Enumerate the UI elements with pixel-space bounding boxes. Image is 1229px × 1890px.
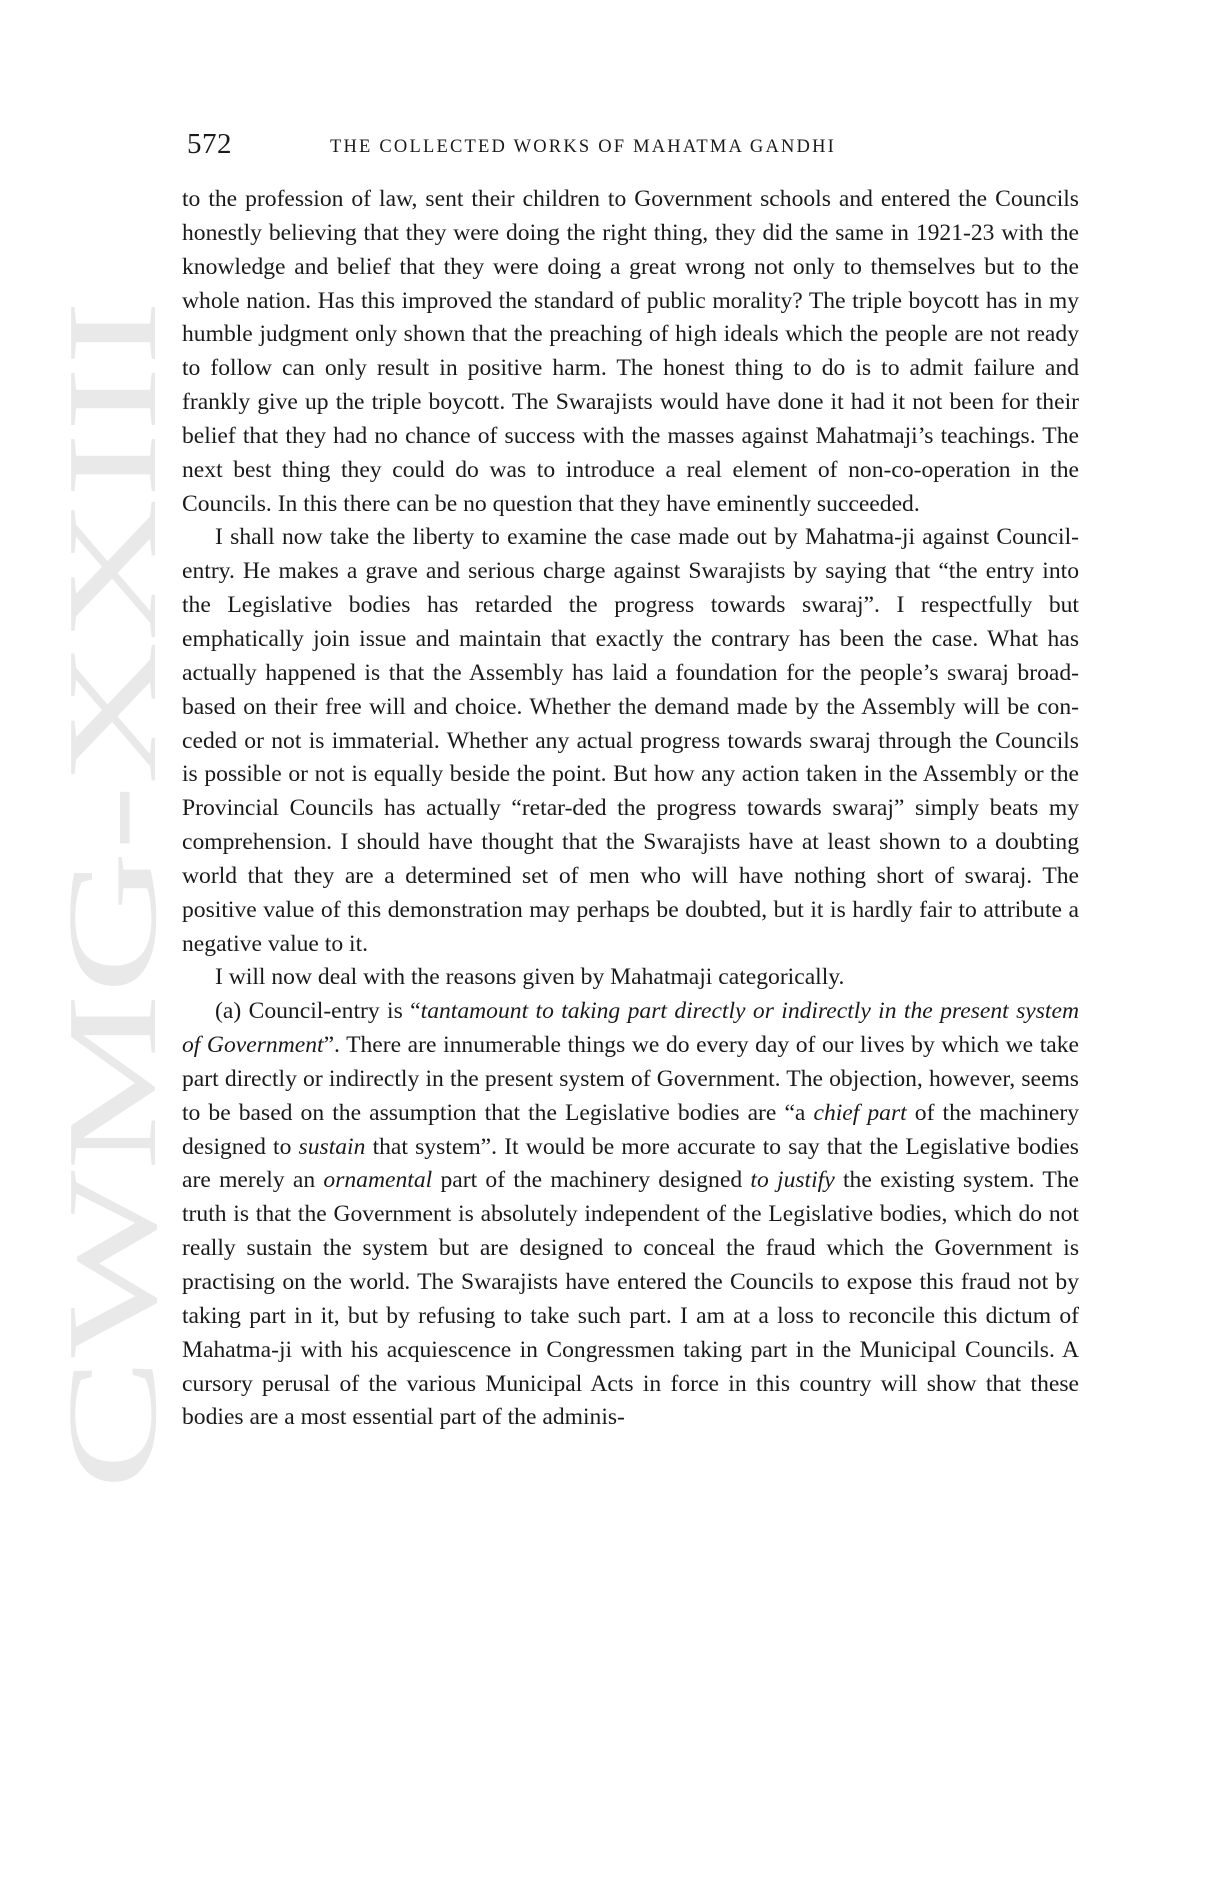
paragraph-4-italic-1: tantamount to taking part directly or indirectly in the present system of Government <box>182 998 1080 1059</box>
paragraph-4-text-6: the existing system. The truth is that the Government is absolutely independent of the Legislative bodies, which do not really sustain the system but are designed to conceal the fraud which the Government is practising on the world. The Swarajists have entered the Councils to expose this fraud not by taking part in it, but by refusing to take such part. I am at a loss to reconcile this dictum of Mahatma-ji with his acquiescence in Congressmen taking part in the Municipal Councils. A cursory perusal of the various Municipal Acts in force in this country will show that these bodies are a most essential part of the adminis- <box>182 1167 1080 1431</box>
paragraph-4-italic-2: chief part <box>813 1099 907 1126</box>
paragraph-4-text-4: that system”. It would be more accurate to say that the Legislative bodies are merely an <box>182 1133 1079 1194</box>
paragraph-4 <box>182 995 1079 1435</box>
paragraph-4-text-5: part of the machinery designed <box>432 1167 751 1194</box>
running-head: THE COLLECTED WORKS OF MAHATMA GANDHI <box>330 137 837 157</box>
paragraph-4-text-3: of the machinery designed to <box>182 1099 1079 1160</box>
paragraph-4-text-2: ”. There are innumerable things we do every day of our lives by which we take part directly or indirectly in the present system of Government. The objection, however, seems to be based on the assumption that the Legislative bodies are “a <box>182 1032 1079 1126</box>
paragraph-2: I shall now take the liberty to examine the case made out by Mahatma-ji against Council-entry. He makes a grave and serious charge against Swarajists by saying that “the entry into the Legislative bodies has retarded the progress towards swaraj”. I respectfully but emphatically join issue and maintain that exactly the contrary has been the case. What has actually happened is that the Assembly has laid a foundation for the people’s swaraj broad-based on their free will and choice. Whether the demand made by the Assembly will be con-ceded or not is immaterial. Whether any actual progress towards swaraj through the Councils is possible or not is equally beside the point. But how any action taken in the Assembly or the Provincial Councils has actually “retar-ded the progress towards swaraj” simply beats my comprehension. I should have thought that the Swarajists have at least shown to a doubting world that they are a determined set of men who will have nothing short of swaraj. The positive value of this demonstration may perhaps be doubted, but it is hardly fair to attribute a negative value to it. <box>182 524 1079 957</box>
body-text <box>182 183 1079 1435</box>
paragraph-4-italic-5: to justify <box>750 1167 835 1194</box>
paragraph-4-text-1: (a) Council-entry is “ <box>215 998 421 1025</box>
watermark-text: CWMG-XXIII <box>41 722 183 1490</box>
page-number: 572 <box>187 128 232 160</box>
page-header <box>187 128 1087 168</box>
paragraph-4-italic-3: sustain <box>298 1133 366 1160</box>
paragraph-1: to the profession of law, sent their children to Government schools and entered the Councils honestly believing that they were doing the right thing, they did the same in 1921-23 with the knowledge and belief that they were doing a great wrong not only to themselves but to the whole nation. Has this improved the standard of public morality? The triple boycott has in my humble judgment only shown that the preaching of high ideals which the people are not ready to follow can only result in positive harm. The honest thing to do is to admit failure and frankly give up the triple boycott. The Swarajists would have done it had it not been for their belief that they had no chance of success with the masses against Mahatmaji’s teachings. The next best thing they could do was to introduce a real element of non-co-operation in the Councils. In this there can be no question that they have eminently succeeded. <box>182 186 1079 517</box>
paragraph-3: I will now deal with the reasons given by Mahatmaji categorically. <box>215 964 845 991</box>
paragraph-4-italic-4: ornamental <box>323 1167 433 1194</box>
